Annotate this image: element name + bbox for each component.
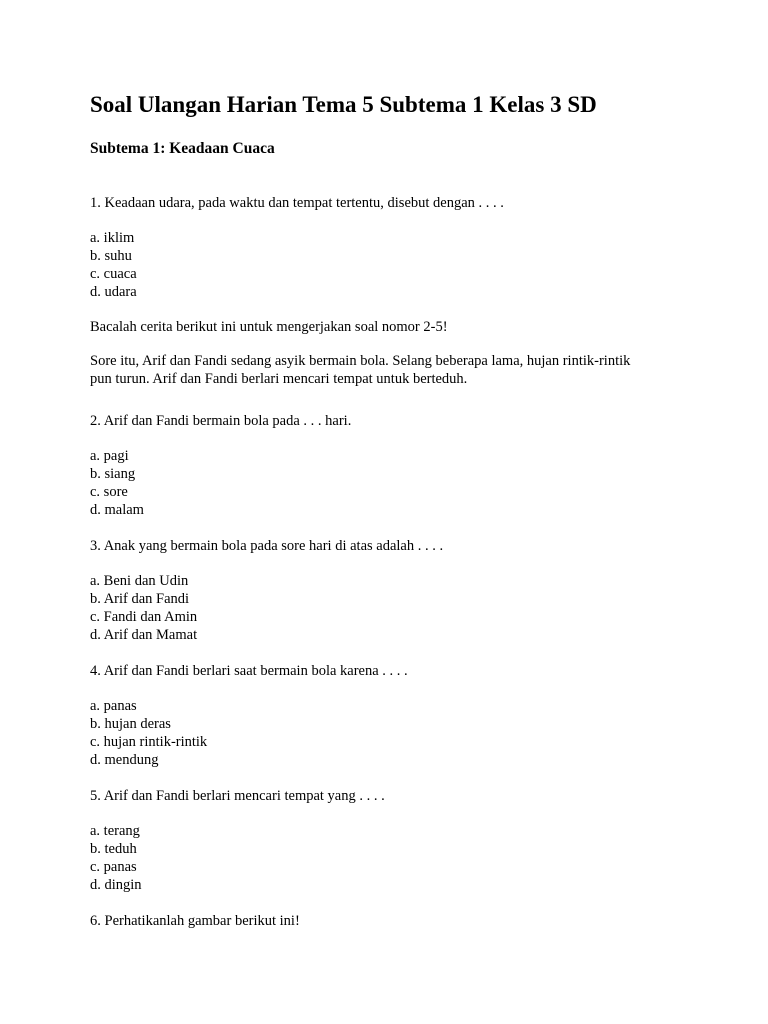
question-1-option-a: a. iklim [90, 230, 135, 246]
question-5-option-c: c. panas [90, 859, 137, 875]
question-4-option-c: c. hujan rintik-rintik [90, 734, 208, 750]
page-title: Soal Ulangan Harian Tema 5 Subtema 1 Kelas 3 SD [90, 92, 597, 117]
question-5-text: 5. Arif dan Fandi berlari mencari tempat yang . . . . [90, 788, 385, 804]
question-6-text: 6. Perhatikanlah gambar berikut ini! [90, 913, 300, 929]
question-5-option-b: b. teduh [90, 841, 137, 857]
question-2-option-b: b. siang [90, 466, 136, 482]
question-4-option-a: a. panas [90, 698, 137, 714]
question-3-text: 3. Anak yang bermain bola pada sore hari di atas adalah . . . . [90, 538, 444, 554]
question-1-option-c: c. cuaca [90, 266, 137, 282]
story-instruction: Bacalah cerita berikut ini untuk mengerjakan soal nomor 2-5! [90, 319, 448, 335]
story-line-2: pun turun. Arif dan Fandi berlari mencari tempat untuk berteduh. [90, 371, 468, 387]
question-3-option-a: a. Beni dan Udin [90, 573, 189, 589]
question-5-option-a: a. terang [90, 823, 140, 839]
question-4-text: 4. Arif dan Fandi berlari saat bermain bola karena . . . . [90, 663, 408, 679]
question-1-option-b: b. suhu [90, 248, 132, 264]
question-3-option-d: d. Arif dan Mamat [90, 627, 198, 643]
question-3-option-c: c. Fandi dan Amin [90, 609, 198, 625]
question-2-option-d: d. malam [90, 502, 144, 518]
question-2-option-a: a. pagi [90, 448, 129, 464]
story-line-1: Sore itu, Arif dan Fandi sedang asyik bermain bola. Selang beberapa lama, hujan rintik-rintik [90, 353, 631, 369]
page-subtitle: Subtema 1: Keadaan Cuaca [90, 140, 275, 157]
question-2-option-c: c. sore [90, 484, 128, 500]
question-4-option-b: b. hujan deras [90, 716, 171, 732]
question-1-text: 1. Keadaan udara, pada waktu dan tempat tertentu, disebut dengan . . . . [90, 195, 504, 211]
question-2-text: 2. Arif dan Fandi bermain bola pada . . . hari. [90, 413, 352, 429]
question-3-option-b: b. Arif dan Fandi [90, 591, 190, 607]
question-1-option-d: d. udara [90, 284, 137, 300]
question-5-option-d: d. dingin [90, 877, 142, 893]
question-4-option-d: d. mendung [90, 752, 159, 768]
